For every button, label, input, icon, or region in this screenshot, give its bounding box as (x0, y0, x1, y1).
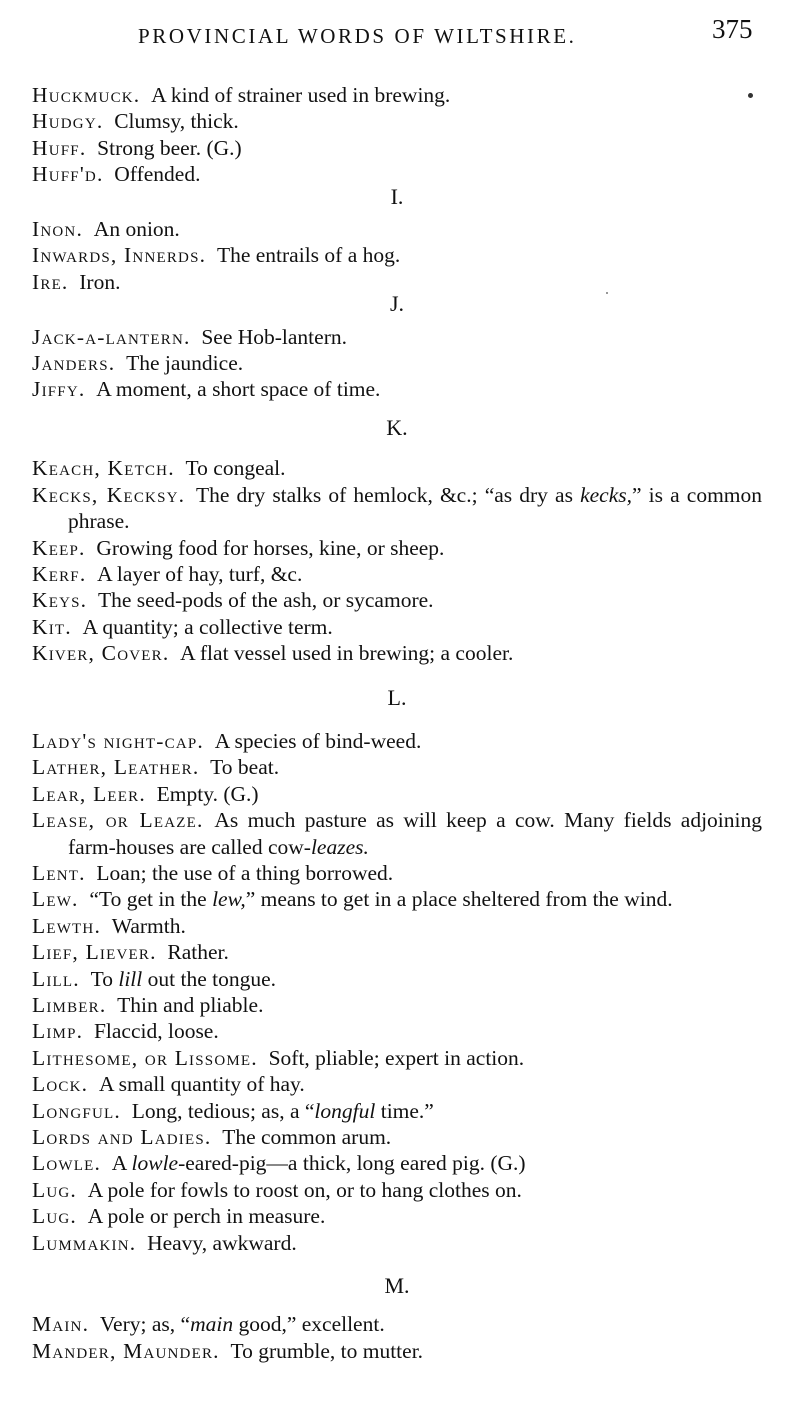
entry-definition: A layer of hay, turf, &c. (97, 561, 303, 586)
entry-headword: Lords and Ladies. (32, 1125, 212, 1150)
entry-headword: Huff'd. (32, 162, 104, 187)
page-number: 375 (712, 14, 753, 44)
entry-definition: The jaundice. (126, 351, 244, 376)
entry-definition: Empty. (G.) (156, 781, 259, 806)
glossary-entry (32, 1098, 762, 1124)
entry-headword: Lock. (32, 1072, 89, 1097)
entry-headword: Keys. (32, 588, 88, 613)
glossary-entry (32, 1124, 762, 1150)
entry-definition: “To get in the (89, 887, 207, 912)
glossary-entry (32, 82, 762, 108)
entry-definition-continued: time.” (380, 1098, 434, 1123)
glossary-entry (32, 754, 762, 780)
entry-definition: A quantity; a collective term. (82, 614, 333, 639)
entry-headword: Keach, Ketch. (32, 456, 175, 481)
glossary-entry (32, 587, 762, 613)
entry-headword: Lug. (32, 1204, 77, 1229)
entry-definition: To grumble, to mutter. (230, 1338, 424, 1363)
entry-headword: Jiffy. (32, 377, 86, 402)
entry-headword: Lill. (32, 966, 80, 991)
entry-definition: To (90, 966, 113, 991)
glossary-entry (32, 728, 762, 754)
entry-italic-term: main (190, 1312, 234, 1337)
glossary-entry (32, 1071, 762, 1097)
entry-headword: Lug. (32, 1177, 77, 1202)
glossary-entry (32, 1311, 762, 1337)
section-letter-heading: I. (390, 183, 404, 209)
glossary-entry (32, 242, 762, 268)
glossary-entry (32, 614, 762, 640)
glossary-entry (32, 376, 762, 402)
entry-definition: To congeal. (185, 456, 286, 481)
glossary-entry (32, 561, 762, 587)
entry-headword: Huff. (32, 135, 87, 160)
glossary-entry (32, 1177, 762, 1203)
entry-definition: The entrails of a hog. (216, 243, 401, 268)
entry-italic-term: lew, (212, 887, 246, 912)
entry-definition: Heavy, awkward. (147, 1230, 297, 1255)
entry-definition-continued: ” means to get in a place sheltered from the wind. (245, 887, 673, 912)
entry-headword: Keep. (32, 535, 86, 560)
glossary-entry (32, 535, 762, 561)
entry-definition: Thin and pliable. (117, 993, 264, 1017)
glossary-entry (32, 324, 762, 350)
entry-headword: Mander, Maunder. (32, 1338, 220, 1363)
entry-headword: Lady's night-cap. (32, 728, 204, 753)
glossary-entry (32, 1203, 762, 1229)
entry-headword: Main. (32, 1312, 90, 1337)
glossary-entry (32, 939, 762, 965)
entry-definition: A small quantity of hay. (98, 1072, 305, 1097)
entry-definition: Iron. (79, 269, 121, 294)
entry-definition: Warmth. (111, 913, 186, 938)
section-letter-heading: K. (386, 414, 408, 440)
glossary-entry (32, 913, 762, 939)
glossary-entry (32, 992, 762, 1018)
glossary-entry (32, 1230, 762, 1256)
running-head (0, 14, 800, 58)
glossary-entry (32, 108, 762, 134)
entry-definition: As much pasture as will keep a cow. Many fields adjoining farm-houses are called cow- (68, 808, 762, 859)
entry-headword: Lummakin. (32, 1230, 137, 1255)
entry-headword: Jack-a-lantern. (32, 324, 191, 349)
glossary-entry (32, 1150, 762, 1176)
glossary-entry (32, 966, 762, 992)
entry-headword: Inon. (32, 217, 84, 242)
entry-definition-continued: out the tongue. (147, 966, 277, 991)
entry-definition: A pole for fowls to roost on, or to hang clothes on. (87, 1177, 522, 1202)
entry-definition: An onion. (93, 217, 180, 242)
entry-headword: Huckmuck. (32, 83, 141, 107)
glossary-entry (32, 216, 762, 242)
entry-definition: The common arum. (222, 1125, 392, 1150)
entry-definition: To beat. (210, 755, 280, 780)
entry-definition-continued: -eared-pig—a thick, long eared pig. (G.) (178, 1151, 526, 1176)
entry-definition: Flaccid, loose. (93, 1019, 219, 1044)
glossary-entry (32, 640, 762, 666)
entry-headword: Janders. (32, 351, 116, 376)
entry-headword: Longful. (32, 1098, 121, 1123)
glossary-entry (32, 482, 762, 535)
entry-definition-continued: ” is a common phrase. (68, 482, 763, 534)
entry-definition-continued: good,” excellent. (238, 1312, 385, 1337)
entry-headword: Ire. (32, 269, 69, 294)
entry-headword: Lew. (32, 887, 79, 912)
entry-definition: A moment, a short space of time. (96, 377, 381, 402)
entry-headword: Lowle. (32, 1151, 102, 1176)
entry-definition: Very; as, “ (99, 1312, 191, 1337)
running-title: PROVINCIAL WORDS OF WILTSHIRE. (138, 24, 577, 48)
entry-headword: Lather, Leather. (32, 755, 200, 780)
entry-headword: Kerf. (32, 561, 87, 586)
entry-italic-term: lill (118, 966, 143, 991)
entry-definition: A (111, 1151, 127, 1176)
entry-headword: Limber. (32, 993, 107, 1017)
entry-definition: A species of bind-weed. (214, 728, 422, 753)
section-letter-heading: M. (384, 1273, 410, 1299)
glossary-entry (32, 455, 762, 481)
entry-headword: Lent. (32, 860, 86, 885)
glossary-entry (32, 1338, 762, 1364)
entry-headword: Lear, Leer. (32, 781, 146, 806)
entry-definition: A pole or perch in measure. (87, 1204, 326, 1229)
entry-definition: A flat vessel used in brewing; a cooler. (180, 641, 514, 666)
section-letter-heading: J. (389, 291, 405, 317)
entry-definition: Long, tedious; as, a “ (131, 1098, 315, 1123)
section-letter-heading: L. (387, 684, 407, 710)
entry-headword: Limp. (32, 1019, 84, 1044)
entry-italic-term: longful (314, 1098, 376, 1123)
entry-headword: Lewth. (32, 913, 102, 938)
glossary-entry (32, 1018, 762, 1044)
entry-headword: Lithesome, or Lissome. (32, 1045, 258, 1070)
entry-definition: The seed-pods of the ash, or sycamore. (98, 588, 434, 613)
glossary-entry (32, 781, 762, 807)
entry-headword: Lease, or Leaze. (32, 808, 204, 833)
entry-definition: Rather. (167, 940, 229, 965)
entry-headword: Kecks, Kecksy. (32, 482, 186, 507)
entry-italic-term: kecks, (580, 482, 632, 507)
entry-definition: Strong beer. (G.) (97, 135, 242, 160)
glossary-entry (32, 1045, 762, 1071)
entry-headword: Hudgy. (32, 109, 104, 134)
glossary-body (32, 82, 762, 1364)
glossary-entry (32, 350, 762, 376)
entry-italic-term: leazes. (310, 834, 369, 859)
entry-definition: Offended. (114, 162, 201, 187)
entry-definition: Loan; the use of a thing borrowed. (96, 860, 394, 885)
entry-definition: Growing food for horses, kine, or sheep. (96, 535, 445, 560)
entry-definition: Soft, pliable; expert in action. (268, 1045, 525, 1070)
entry-headword: Kit. (32, 614, 72, 639)
entry-headword: Lief, Liever. (32, 940, 157, 965)
glossary-entry (32, 886, 762, 912)
entry-definition: See Hob-lantern. (201, 324, 347, 349)
glossary-entry (32, 807, 762, 860)
entry-italic-term: lowle (131, 1151, 179, 1176)
entry-definition: A kind of strainer used in brewing. (151, 83, 451, 107)
glossary-entry (32, 860, 762, 886)
glossary-entry (32, 135, 762, 161)
entry-headword: Kiver, Cover. (32, 641, 170, 666)
entry-definition: The dry stalks of hemlock, &c.; “as dry as (196, 482, 573, 507)
entry-headword: Inwards, Innerds. (32, 243, 207, 268)
entry-definition: Clumsy, thick. (114, 109, 239, 134)
